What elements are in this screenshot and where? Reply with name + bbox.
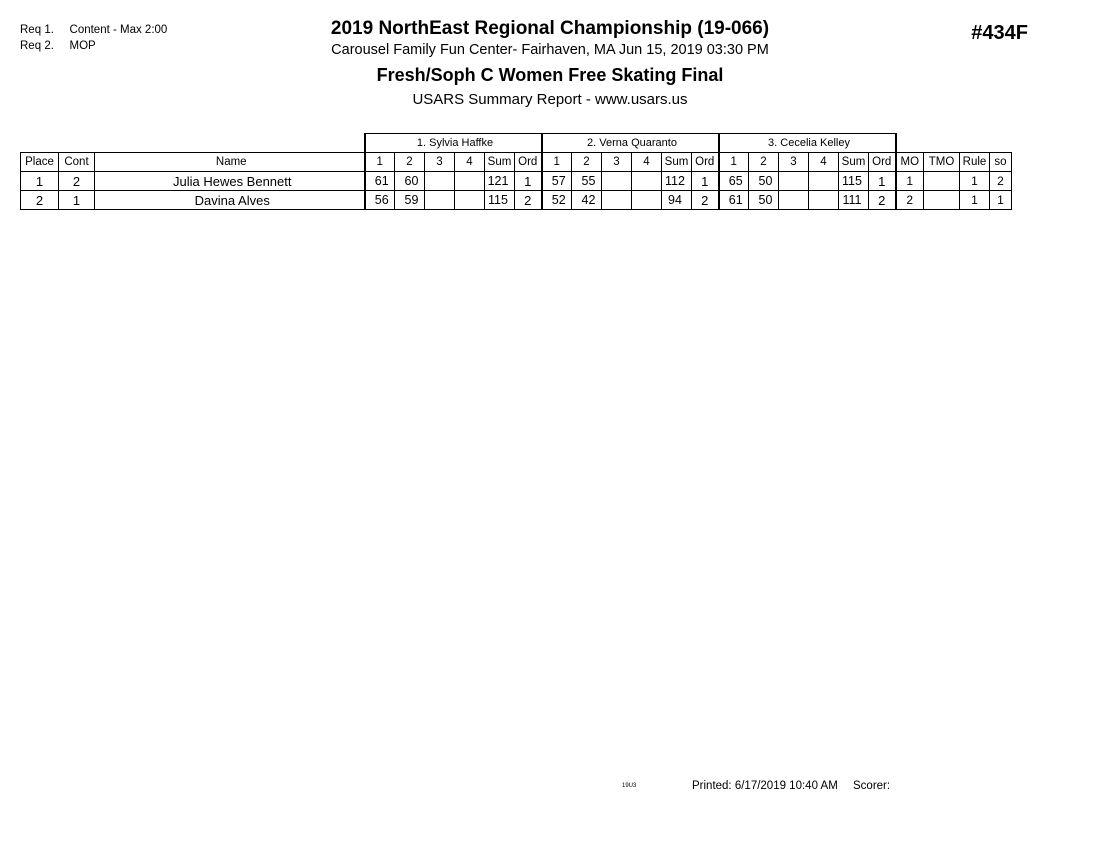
row-j1-mark-3 xyxy=(425,191,455,210)
event-number: #434F xyxy=(971,22,1028,44)
row-j1-mark-4 xyxy=(455,172,485,191)
header-tmo: TMO xyxy=(924,153,960,172)
row-j3-mark-4 xyxy=(809,172,839,191)
row-j3-mark-3 xyxy=(779,172,809,191)
spacer-cell xyxy=(990,134,1012,153)
row-mo: 2 xyxy=(896,191,924,210)
row-skater-name: Julia Hewes Bennett xyxy=(95,172,365,191)
header-j2-mark-3: 3 xyxy=(602,153,632,172)
header-j3-mark-4: 4 xyxy=(809,153,839,172)
row-j3-ord: 2 xyxy=(869,191,896,210)
header-j1-ord: Ord xyxy=(515,153,542,172)
event-title: Fresh/Soph C Women Free Skating Final xyxy=(376,65,724,85)
header-j3-mark-2: 2 xyxy=(749,153,779,172)
row-j1-ord: 2 xyxy=(515,191,542,210)
results-table xyxy=(20,133,1012,210)
row-mo: 1 xyxy=(896,172,924,191)
row-j3-ord: 1 xyxy=(869,172,896,191)
row-rule: 1 xyxy=(960,191,990,210)
header-so: so xyxy=(990,153,1012,172)
header-mo: MO xyxy=(896,153,924,172)
row-so: 2 xyxy=(990,172,1012,191)
results-table-container xyxy=(20,133,1012,210)
row-place: 2 xyxy=(21,191,59,210)
row-j2-ord: 2 xyxy=(692,191,719,210)
footer-scorer-label: Scorer: xyxy=(853,780,891,792)
header-place: Place xyxy=(21,153,59,172)
row-j3-sum: 111 xyxy=(839,191,869,210)
row-j3-mark-3 xyxy=(779,191,809,210)
header-j3-sum: Sum xyxy=(839,153,869,172)
header-cont: Cont xyxy=(59,153,95,172)
row-cont: 1 xyxy=(59,191,95,210)
header-j1-mark-4: 4 xyxy=(455,153,485,172)
row-rule: 1 xyxy=(960,172,990,191)
spacer-cell xyxy=(896,134,924,153)
row-place: 1 xyxy=(21,172,59,191)
spacer-cell xyxy=(59,134,95,153)
report-line: USARS Summary Report - www.usars.us xyxy=(412,91,688,108)
requirement-number: 1. xyxy=(44,24,54,36)
row-j2-mark-3 xyxy=(602,191,632,210)
row-j2-mark-4 xyxy=(632,172,662,191)
header-j2-ord: Ord xyxy=(692,153,719,172)
judge-header-row xyxy=(21,134,1012,153)
row-j2-mark-3 xyxy=(602,172,632,191)
header-j2-mark-1: 1 xyxy=(542,153,572,172)
row-j3-mark-2: 50 xyxy=(749,191,779,210)
footer-printed: Printed: 6/17/2019 10:40 AM xyxy=(692,780,838,792)
row-j2-mark-1: 52 xyxy=(542,191,572,210)
spacer-cell xyxy=(924,134,960,153)
row-j2-sum: 112 xyxy=(662,172,692,191)
header-j1-sum: Sum xyxy=(485,153,515,172)
header-j2-mark-2: 2 xyxy=(572,153,602,172)
judge-3-header: 3. Cecelia Kelley xyxy=(719,134,896,153)
header-j3-mark-3: 3 xyxy=(779,153,809,172)
requirement-text: MOP xyxy=(69,40,96,52)
header-j1-mark-1: 1 xyxy=(365,153,395,172)
column-header-row xyxy=(21,153,1012,172)
requirement-text: Content - Max 2:00 xyxy=(69,24,168,36)
requirement-label: Req xyxy=(20,40,42,52)
row-so: 1 xyxy=(990,191,1012,210)
row-j3-mark-1: 65 xyxy=(719,172,749,191)
row-j1-mark-3 xyxy=(425,172,455,191)
page-title: 2019 NorthEast Regional Championship (19-066) xyxy=(330,18,770,39)
spacer-cell xyxy=(95,134,365,153)
header-j2-sum: Sum xyxy=(662,153,692,172)
row-tmo xyxy=(924,191,960,210)
header-j2-mark-4: 4 xyxy=(632,153,662,172)
row-j3-mark-1: 61 xyxy=(719,191,749,210)
row-j1-sum: 121 xyxy=(485,172,515,191)
header-rule: Rule xyxy=(960,153,990,172)
row-j2-mark-1: 57 xyxy=(542,172,572,191)
row-j1-mark-2: 59 xyxy=(395,191,425,210)
judge-2-header: 2. Verna Quaranto xyxy=(542,134,719,153)
row-j1-sum: 115 xyxy=(485,191,515,210)
row-j3-mark-2: 50 xyxy=(749,172,779,191)
row-j2-ord: 1 xyxy=(692,172,719,191)
row-j2-mark-2: 55 xyxy=(572,172,602,191)
row-j2-mark-2: 42 xyxy=(572,191,602,210)
document-footer xyxy=(0,780,1100,800)
row-j2-sum: 94 xyxy=(662,191,692,210)
spacer-cell xyxy=(960,134,990,153)
spacer-cell xyxy=(21,134,59,153)
row-j1-mark-4 xyxy=(455,191,485,210)
header-j1-mark-2: 2 xyxy=(395,153,425,172)
row-j1-mark-2: 60 xyxy=(395,172,425,191)
row-j1-mark-1: 61 xyxy=(365,172,395,191)
header-j3-ord: Ord xyxy=(869,153,896,172)
row-j2-mark-4 xyxy=(632,191,662,210)
table-row xyxy=(21,191,1012,210)
judge-1-header: 1. Sylvia Haffke xyxy=(365,134,542,153)
row-cont: 2 xyxy=(59,172,95,191)
row-tmo xyxy=(924,172,960,191)
row-j1-ord: 1 xyxy=(515,172,542,191)
table-row xyxy=(21,172,1012,191)
requirement-label: Req xyxy=(20,24,42,36)
venue-line: Carousel Family Fun Center- Fairhaven, MA Jun 15, 2019 03:30 PM xyxy=(331,42,769,58)
row-j3-sum: 115 xyxy=(839,172,869,191)
header-j3-mark-1: 1 xyxy=(719,153,749,172)
row-skater-name: Davina Alves xyxy=(95,191,365,210)
footer-code: 19U3 xyxy=(622,783,637,789)
document-header xyxy=(0,18,1100,111)
row-j3-mark-4 xyxy=(809,191,839,210)
header-name: Name xyxy=(95,153,365,172)
row-j1-mark-1: 56 xyxy=(365,191,395,210)
header-j1-mark-3: 3 xyxy=(425,153,455,172)
requirement-number: 2. xyxy=(44,40,54,52)
